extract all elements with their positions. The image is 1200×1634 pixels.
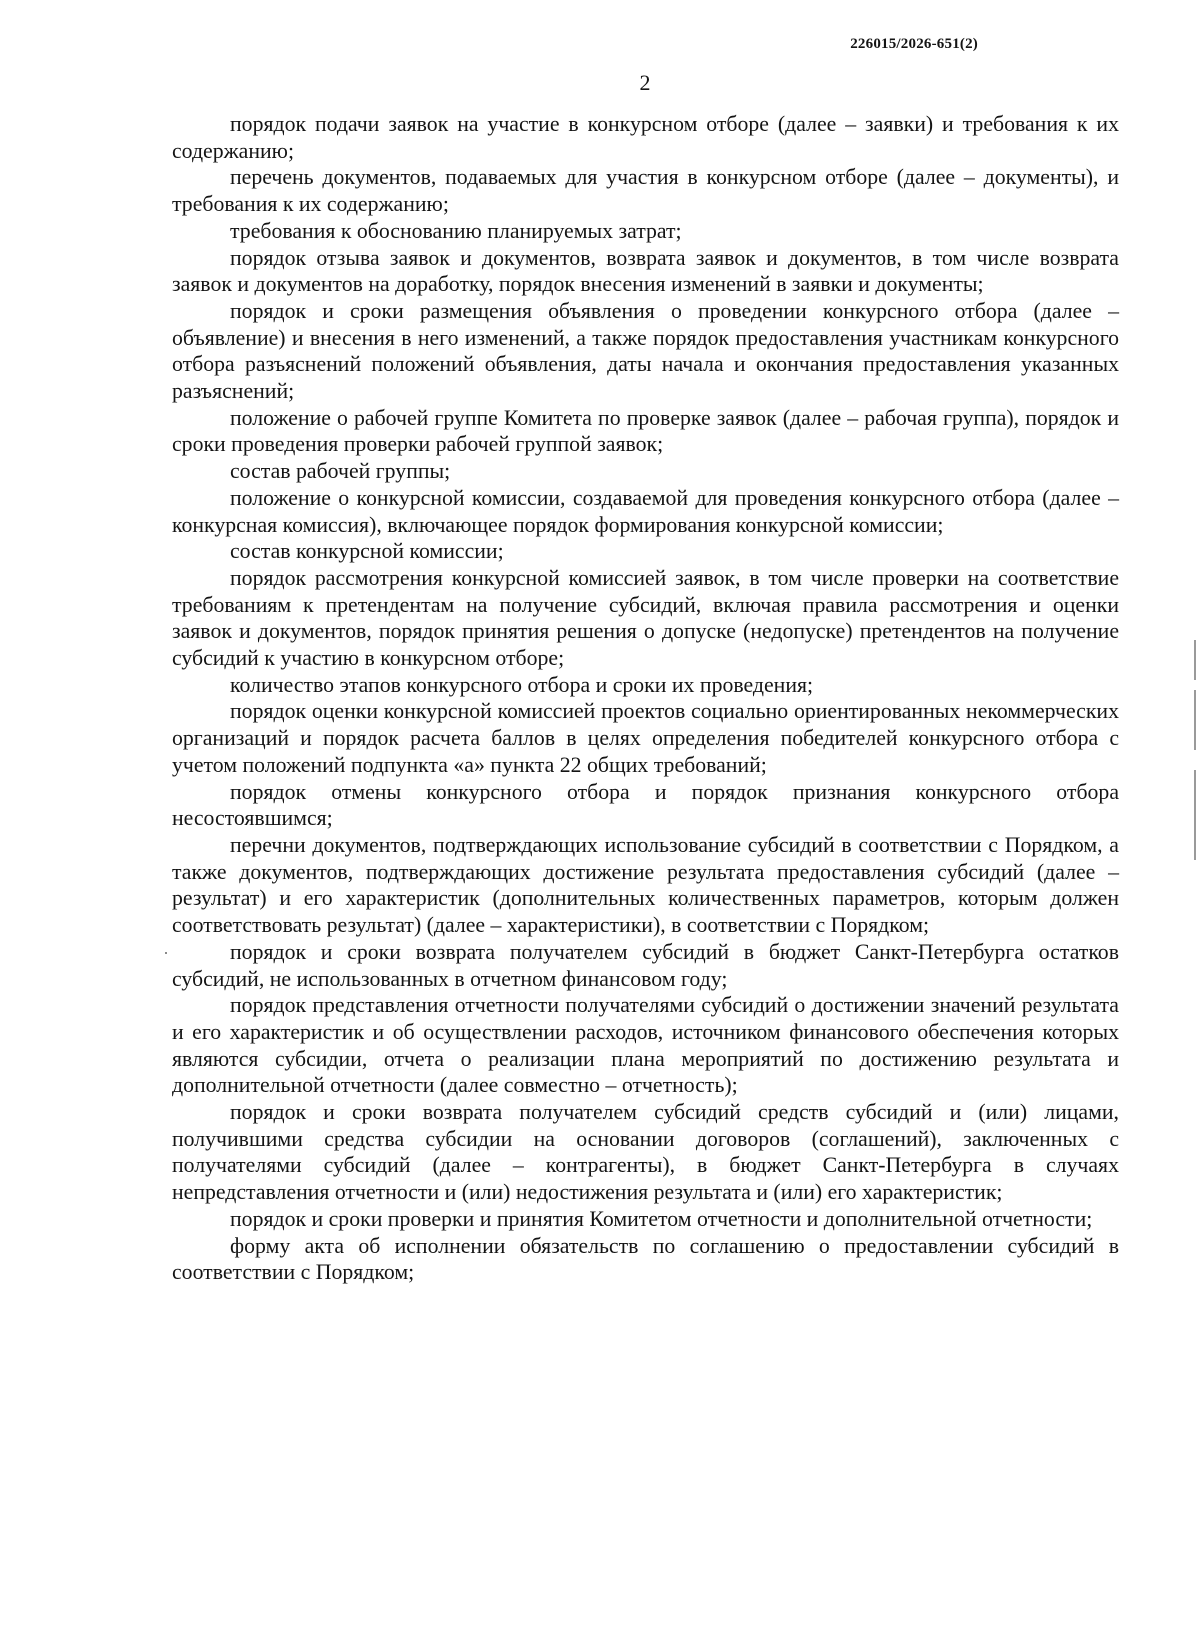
scan-edge-mark [1194, 640, 1196, 680]
scan-speck [165, 952, 167, 954]
scan-edge-mark [1194, 770, 1196, 860]
document-body [172, 111, 1119, 1286]
paragraph: порядок и сроки проверки и принятия Комитетом отчетности и дополнительной отчетности; [230, 1206, 1093, 1231]
paragraph: порядок отзыва заявок и документов, возврата заявок и документов, в том числе возврата заявок и документов на доработку, порядок внесения изменений в заявки и документы; [172, 245, 1119, 297]
paragraph: порядок и сроки возврата получателем субсидий средств субсидий и (или) лицами, получившими средства субсидии на основании договоров (соглашений), заключенных с получателями субсидий (далее – контрагенты), в бюджет Санкт-Петербурга в случаях непредставления отчетности и (или) недостижения результата и (или) его характеристик; [172, 1100, 1119, 1205]
paragraph: требования к обоснованию планируемых затрат; [230, 218, 682, 243]
paragraph: порядок отмены конкурсного отбора и порядок признания конкурсного отбора несостоявшимся; [172, 779, 1119, 831]
paragraph: форму акта об исполнении обязательств по соглашению о предоставлении субсидий в соответствии с Порядком; [172, 1233, 1119, 1285]
paragraph: количество этапов конкурсного отбора и сроки их проведения; [230, 672, 814, 697]
paragraph: порядок подачи заявок на участие в конкурсном отборе (далее – заявки) и требования к их содержанию; [172, 112, 1119, 163]
paragraph: порядок рассмотрения конкурсной комиссией заявок, в том числе проверки на соответствие требованиям к претендентам на получение субсидий, включая правила рассмотрения и оценки заявок и документов, порядок принятия решения о допуске (недопуске) претендентов на получение субсидий к участию в конкурсном отборе; [172, 565, 1119, 671]
paragraph: положение о рабочей группе Комитета по проверке заявок (далее – рабочая группа), порядок и сроки проведения проверки рабочей группой заявок; [172, 405, 1119, 457]
paragraph: состав рабочей группы; [230, 459, 451, 484]
paragraph: порядок оценки конкурсной комиссией проектов социально ориентированных некоммерческих организаций и порядок расчета баллов в целях определения победителей конкурсного отбора с учетом положений подпункта «а» пункта 22 общих требований; [172, 699, 1119, 777]
paragraph: порядок и сроки возврата получателем субсидий в бюджет Санкт-Петербурга остатков субсидий, не использованных в отчетном финансовом году; [172, 939, 1119, 991]
paragraph: порядок и сроки размещения объявления о проведении конкурсного отбора (далее – объявление) и внесения в него изменений, а также порядок предоставления участникам конкурсного отбора разъяснений положений объявления, даты начала и окончания предоставления указанных разъяснений; [172, 298, 1119, 404]
paragraph: перечень документов, подаваемых для участия в конкурсном отборе (далее – документы), и требования к их содержанию; [172, 165, 1119, 217]
document-code: 226015/2026-651(2) [850, 36, 978, 52]
paragraph: состав конкурсной комиссии; [230, 539, 504, 564]
paragraph: положение о конкурсной комиссии, создаваемой для проведения конкурсного отбора (далее – конкурсная комиссия), включающее порядок формирования конкурсной комиссии; [172, 485, 1119, 537]
paragraph: перечни документов, подтверждающих использование субсидий в соответствии с Порядком, а также документов, подтверждающих достижение результата предоставления субсидий (далее – результат) и его характеристик (дополнительных количественных параметров, которым должен соответствовать результат) (далее – характеристики), в соответствии с Порядком; [172, 832, 1119, 938]
page-number: 2 [639, 70, 651, 95]
paragraph: порядок представления отчетности получателями субсидий о достижении значений результата и его характеристик и об осуществлении расходов, источником финансового обеспечения которых являются субсидии, отчета о реализации плана мероприятий по достижению результата и дополнительной отчетности (далее совместно – отчетность); [172, 993, 1119, 1098]
scan-edge-mark [1194, 690, 1196, 750]
